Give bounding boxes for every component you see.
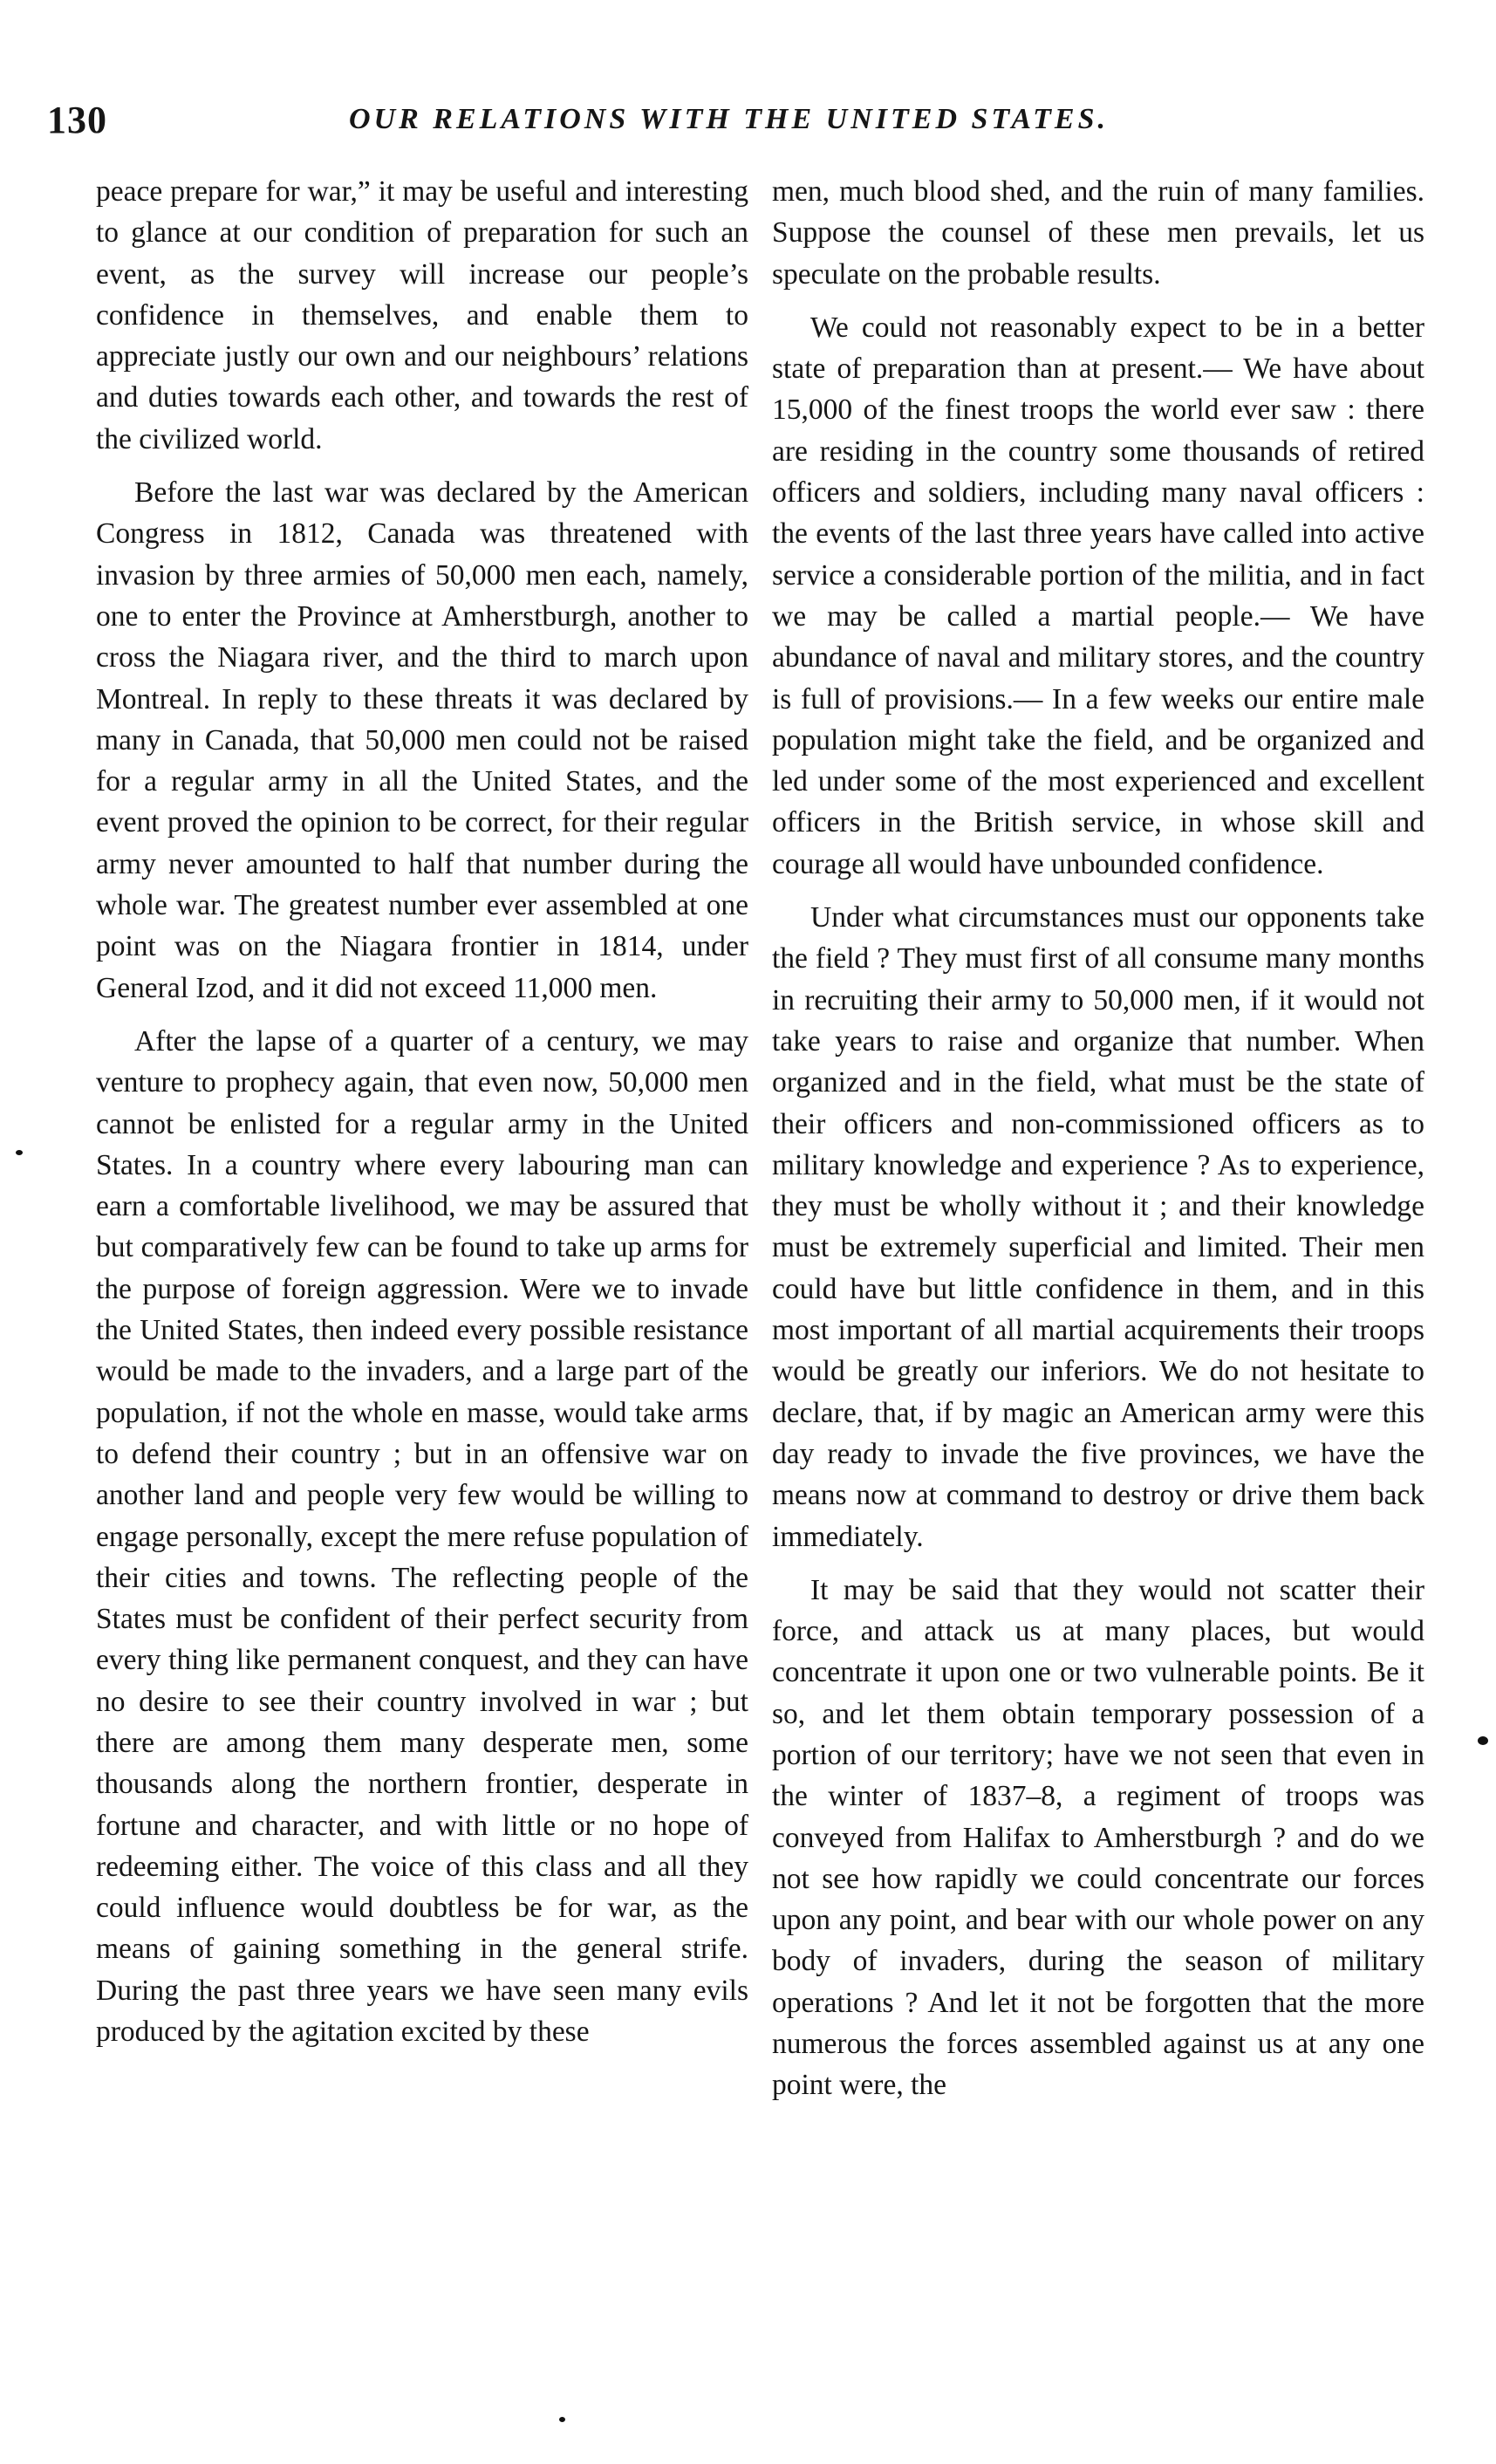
left-column [96, 171, 748, 2064]
paragraph: It may be said that they would not scatter their force, and attack us at many places, but would concentrate it upon one or two vulnerable points. Be it so, and let them obtain temporary possession of a portion of our territory; have we not seen that even in the winter of 1837–8, a regiment of troops was conveyed from Halifax to Amherstburgh ? and do we not see how rapidly we could concentrate our forces upon any point, and bear with our whole power on any body of invaders, during the season of military operations ? And let it not be forgotten that the more numerous the forces assembled against us at any one point were, the [772, 1573, 1424, 2102]
paragraph: Before the last war was declared by the American Congress in 1812, Canada was threatened with invasion by three armies of 50,000 men each, namely, one to enter the Province at Amherstburgh, another to cross the Niagara river, and the third to march upon Montreal. In reply to these threats it was declared by many in Canada, that 50,000 men could not be raised for a regular army in all the United States, and the event proved the opinion to be correct, for their regular army never amounted to half that number during the whole war. The greatest number ever assembled at one point was on the Niagara frontier in 1814, under General Izod, and it did not exceed 11,000 men. [96, 476, 748, 1004]
running-title: OUR RELATIONS WITH THE UNITED STATES. [349, 103, 1109, 135]
page-number: 130 [47, 99, 107, 141]
paragraph: We could not reasonably expect to be in a better state of preparation than at present.— We have about 15,000 of the finest troops the world ever saw : there are residing in the country some thousands of retired officers and soldiers, including many naval officers : the events of the last three years have called into active service a considerable portion of the militia, and in fact we may be called a martial people.— We have abundance of naval and military stores, and the country is full of provisions.— In a few weeks our entire male population might take the field, and be organized and led under some of the most experienced and excellent officers in the British service, in whose skill and courage all would have unbounded confidence. [772, 311, 1424, 880]
ink-speck [16, 1150, 23, 1155]
paragraph: peace prepare for war,” it may be useful and interesting to glance at our condition of preparation for such an event, as the survey will increase our people’s confidence in themselves, and enable them to appreciate justly our own and our neighbours’ relations and duties towards each other, and towards the rest of the civilized world. [96, 175, 748, 455]
ink-speck [1478, 1736, 1488, 1745]
paragraph: Under what circumstances must our opponents take the field ? They must first of all consume many months in recruiting their army to 50,000 men, if it would not take years to raise and organize that number. When organized and in the field, what must be the state of their officers and non-commissioned officers as to military knowledge and experience ? As to experience, they must be wholly without it ; and their knowledge must be extremely superficial and limited. Their men could have but little confidence in them, and in this most important of all martial acquirements their troops would be greatly our inferiors. We do not hesitate to declare, that, if by magic an American army were this day ready to invade the five provinces, we have the means now at command to destroy or drive them back immediately. [772, 901, 1424, 1553]
paragraph: men, much blood shed, and the ruin of many families. Suppose the counsel of these men prevails, let us speculate on the probable results. [772, 175, 1424, 291]
ink-speck [559, 2417, 565, 2422]
right-column [772, 171, 1424, 2118]
paragraph: After the lapse of a quarter of a century, we may venture to prophecy again, that even now, 50,000 men cannot be enlisted for a regular army in the United States. In a country where every labouring man can earn a comfortable livelihood, we may be assured that but comparatively few can be found to take up arms for the purpose of foreign aggression. Were we to invade the United States, then indeed every possible resistance would be made to the invaders, and a large part of the population, if not the whole en masse, would take arms to defend their country ; but in an offensive war on another land and people very few would be willing to engage personally, except the mere refuse population of their cities and towns. The reflecting people of the States must be confident of their perfect security from every thing like permanent conquest, and they can have no desire to see their country involved in war ; but there are among them many desperate men, some thousands along the northern frontier, desperate in fortune and character, and with little or no hope of redeeming either. The voice of this class and all they could influence would doubtless be for war, as the means of gaining something in the general strife. During the past three years we have seen many evils produced by the agitation excited by these [96, 1024, 748, 2049]
